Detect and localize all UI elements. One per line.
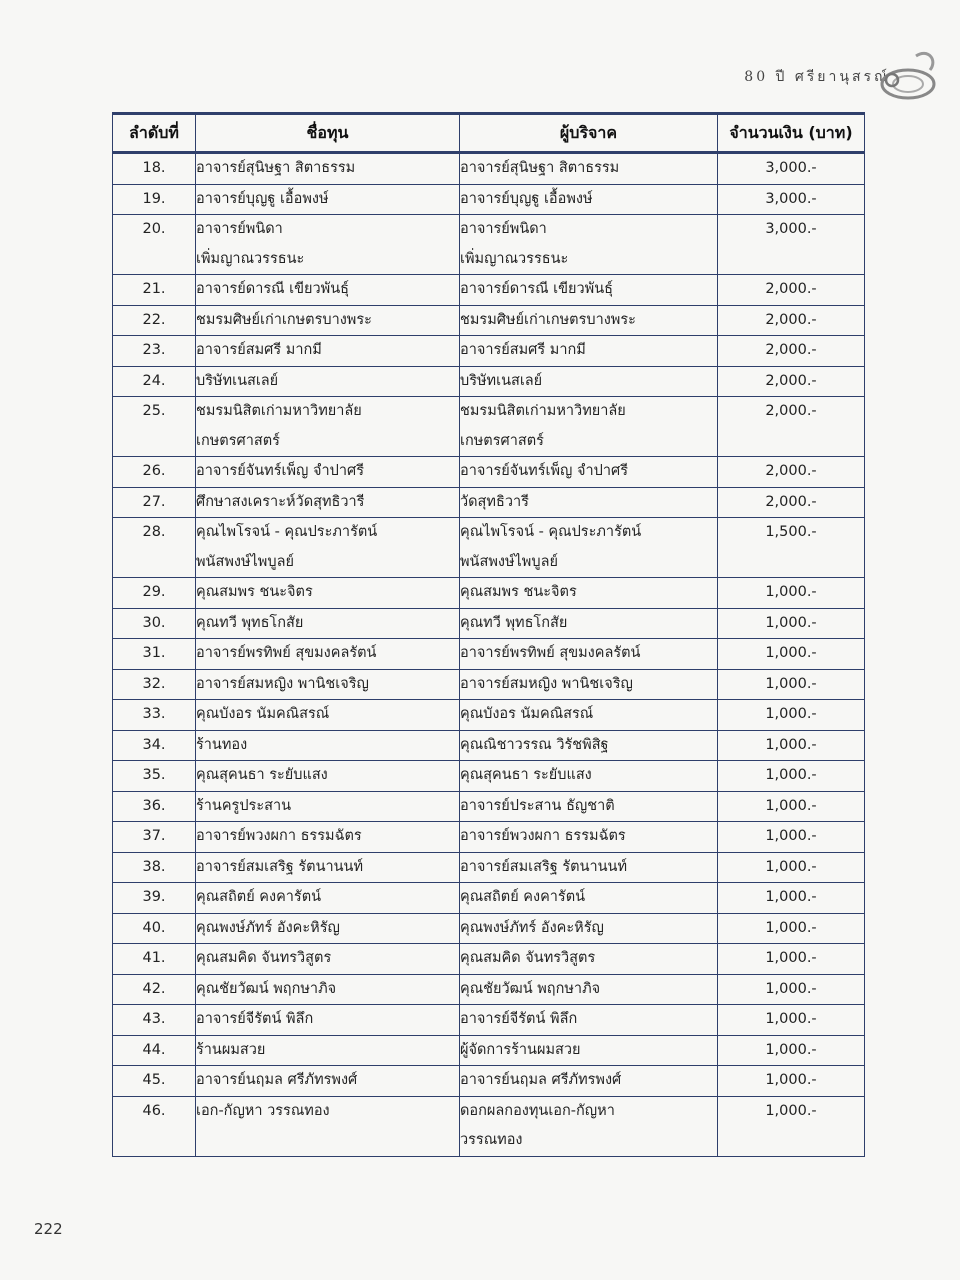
amount-value: 2,000.-	[765, 493, 817, 510]
amount-cell	[718, 913, 865, 944]
fund-name-cell	[196, 913, 460, 944]
order-number: 22.	[142, 311, 166, 328]
table-row	[113, 913, 865, 944]
table-row	[113, 1096, 865, 1156]
amount-value: 2,000.-	[765, 403, 817, 419]
fund-name-cell	[196, 1066, 460, 1097]
fund-name-cell	[196, 669, 460, 700]
order-cell	[113, 974, 196, 1005]
order-cell	[113, 883, 196, 914]
donor-cell	[460, 669, 718, 700]
donor-cell	[460, 974, 718, 1005]
donor-cell	[460, 1066, 718, 1097]
order-number: 20.	[142, 221, 166, 237]
amount-cell	[718, 487, 865, 518]
order-number: 30.	[142, 614, 166, 631]
fund-name-cell-line: เกษตรศาสตร์	[196, 432, 280, 449]
order-cell	[113, 366, 196, 397]
amount-cell	[718, 852, 865, 883]
fund-name-cell	[196, 883, 460, 914]
amount-value: 1,000.-	[765, 675, 817, 692]
table-row	[113, 944, 865, 975]
table-row	[113, 578, 865, 609]
amount-cell	[718, 578, 865, 609]
fund-name-cell	[196, 487, 460, 518]
amount-cell	[718, 184, 865, 215]
order-cell	[113, 578, 196, 609]
order-cell	[113, 1096, 196, 1156]
order-number: 38.	[142, 858, 166, 875]
amount-value: 1,000.-	[765, 828, 817, 844]
amount-cell	[718, 639, 865, 670]
order-number: 25.	[142, 403, 166, 419]
amount-value: 1,000.-	[765, 980, 817, 997]
donor-cell-line: คุณณิชาวรรณ วิรัชพิสิฐ	[460, 736, 609, 753]
amount-cell	[718, 215, 865, 275]
donor-cell-line: อาจารย์จีรัตน์ พิลึก	[460, 1011, 578, 1027]
fund-name-cell-line: เพิ่มญาณวรรธนะ	[196, 250, 305, 267]
order-number: 28.	[142, 524, 166, 540]
order-cell	[113, 1035, 196, 1066]
fund-name-cell	[196, 700, 460, 731]
amount-value: 1,500.-	[765, 524, 817, 540]
table-header-row	[113, 114, 865, 153]
order-number: 21.	[142, 281, 166, 297]
donor-cell-line: เกษตรศาสตร์	[460, 432, 544, 449]
order-number: 32.	[142, 675, 166, 692]
donor-cell	[460, 366, 718, 397]
donor-cell-line: คุณบังอร นัมคณิสรณ์	[460, 706, 594, 722]
order-cell	[113, 730, 196, 761]
fund-name-cell	[196, 974, 460, 1005]
amount-value: 1,000.-	[765, 767, 817, 783]
table-row	[113, 366, 865, 397]
order-number: 33.	[142, 706, 166, 722]
column-header-order: ลำดับที่	[113, 114, 196, 153]
fund-name-cell	[196, 457, 460, 488]
order-cell	[113, 852, 196, 883]
donor-cell-line: อาจารย์สมหญิง พานิชเจริญ	[460, 675, 633, 692]
donor-cell-line: วัดสุทธิวารี	[460, 493, 529, 510]
amount-value: 3,000.-	[765, 221, 817, 237]
order-cell	[113, 669, 196, 700]
amount-cell	[718, 305, 865, 336]
fund-name-cell	[196, 518, 460, 578]
amount-value: 1,000.-	[765, 736, 817, 753]
order-cell	[113, 700, 196, 731]
table-row	[113, 457, 865, 488]
table-row	[113, 1035, 865, 1066]
donor-cell-line: คุณพงษ์ภัทร์ อังคะหิรัญ	[460, 919, 604, 936]
amount-cell	[718, 397, 865, 457]
donor-cell-line: ชมรมศิษย์เก่าเกษตรบางพระ	[460, 311, 636, 328]
donor-cell-line: อาจารย์พรทิพย์ สุขมงคลรัตน์	[460, 645, 641, 661]
donor-cell	[460, 883, 718, 914]
column-header-fund-name: ชื่อทุน	[196, 114, 460, 153]
donor-cell-line: อาจารย์สุนิษฐา สิตาธรรม	[460, 160, 620, 176]
donor-cell-line: อาจารย์ประสาน ธัญชาติ	[460, 797, 615, 814]
donor-cell	[460, 791, 718, 822]
column-header-donor: ผู้บริจาค	[460, 114, 718, 153]
donor-cell-line: วรรณทอง	[460, 1132, 523, 1148]
donor-cell	[460, 761, 718, 792]
table-row	[113, 974, 865, 1005]
amount-value: 1,000.-	[765, 919, 817, 936]
donor-cell-line: บริษัทเนสเลย์	[460, 372, 543, 389]
amount-value: 2,000.-	[765, 463, 817, 479]
table-row	[113, 215, 865, 275]
donor-cell-line: เพิ่มญาณวรรธนะ	[460, 250, 569, 267]
fund-name-cell	[196, 791, 460, 822]
amount-cell	[718, 608, 865, 639]
order-cell	[113, 1005, 196, 1036]
order-number: 23.	[142, 342, 166, 358]
order-number: 42.	[142, 980, 166, 997]
amount-cell	[718, 974, 865, 1005]
donor-cell-line: คุณสมคิด จันทรวิสูตร	[460, 950, 596, 966]
fund-name-cell	[196, 184, 460, 215]
order-cell	[113, 822, 196, 853]
donor-cell	[460, 305, 718, 336]
donor-cell-line: พนัสพงษ์ไพบูลย์	[460, 553, 558, 570]
amount-cell	[718, 1066, 865, 1097]
order-cell	[113, 336, 196, 367]
order-number: 18.	[142, 160, 166, 176]
table-row	[113, 883, 865, 914]
column-header-amount: จำนวนเงิน (บาท)	[718, 114, 865, 153]
fund-name-cell	[196, 153, 460, 185]
donor-cell-line: อาจารย์บุญฐู เอื้อพงษ์	[460, 190, 593, 207]
order-number: 24.	[142, 372, 166, 389]
fund-name-cell	[196, 275, 460, 306]
donor-cell	[460, 578, 718, 609]
order-number: 35.	[142, 767, 166, 783]
fund-name-cell-line: อาจารย์สุนิษฐา สิตาธรรม	[196, 160, 356, 176]
donor-cell	[460, 639, 718, 670]
amount-cell	[718, 669, 865, 700]
fund-name-cell-line: ชมรมศิษย์เก่าเกษตรบางพระ	[196, 311, 372, 328]
order-number: 26.	[142, 463, 166, 479]
donor-cell-line: อาจารย์ดารณี เขียวพันธุ์	[460, 281, 614, 297]
fund-name-cell	[196, 1096, 460, 1156]
amount-value: 1,000.-	[765, 1041, 817, 1058]
order-number: 36.	[142, 797, 166, 814]
donor-cell-line: อาจารย์นฤมล ศรีภัทรพงศ์	[460, 1072, 622, 1088]
table-row	[113, 700, 865, 731]
donor-cell-line: ดอกผลกองทุนเอก-กัญหา	[460, 1102, 615, 1119]
fund-name-cell	[196, 639, 460, 670]
amount-cell	[718, 791, 865, 822]
fund-name-cell-line: อาจารย์พวงผกา ธรรมฉัตร	[196, 828, 362, 844]
amount-value: 1,000.-	[765, 858, 817, 875]
donor-cell	[460, 1035, 718, 1066]
amount-value: 2,000.-	[765, 372, 817, 389]
order-cell	[113, 608, 196, 639]
donor-cell	[460, 1096, 718, 1156]
amount-cell	[718, 518, 865, 578]
amount-cell	[718, 153, 865, 185]
table-row	[113, 336, 865, 367]
running-header: 80 ปี ศรียานุสรณ์	[744, 69, 890, 85]
donor-cell	[460, 944, 718, 975]
fund-name-cell-line: ศึกษาสงเคราะห์วัดสุทธิวารี	[196, 493, 365, 510]
amount-cell	[718, 275, 865, 306]
fund-name-cell-line: ร้านทอง	[196, 736, 248, 753]
amount-cell	[718, 822, 865, 853]
table-row	[113, 791, 865, 822]
fund-name-cell-line: ชมรมนิสิตเก่ามหาวิทยาลัย	[196, 403, 362, 419]
fund-name-cell-line: อาจารย์นฤมล ศรีภัทรพงศ์	[196, 1072, 358, 1088]
table-row	[113, 1005, 865, 1036]
donor-cell-line: อาจารย์สมศรี มากมี	[460, 342, 586, 358]
donor-cell	[460, 275, 718, 306]
donor-cell-line: คุณไพโรจน์ - คุณประภารัตน์	[460, 524, 642, 540]
table-row	[113, 669, 865, 700]
fund-name-cell-line: อาจารย์จีรัตน์ พิลึก	[196, 1011, 314, 1027]
amount-cell	[718, 366, 865, 397]
order-cell	[113, 761, 196, 792]
amount-cell	[718, 730, 865, 761]
amount-cell	[718, 883, 865, 914]
amount-value: 1,000.-	[765, 706, 817, 722]
donor-cell	[460, 518, 718, 578]
order-number: 44.	[142, 1041, 166, 1058]
fund-name-cell-line: คุณสุคนธา ระยับแสง	[196, 767, 328, 783]
fund-name-cell-line: อาจารย์พนิดา	[196, 221, 283, 237]
amount-value: 1,000.-	[765, 1011, 817, 1027]
fund-name-cell	[196, 397, 460, 457]
donor-cell	[460, 184, 718, 215]
donor-cell-line: คุณสมพร ชนะจิตร	[460, 584, 577, 600]
order-number: 40.	[142, 919, 166, 936]
donor-cell	[460, 457, 718, 488]
donor-cell	[460, 700, 718, 731]
order-number: 31.	[142, 645, 166, 661]
table-row	[113, 639, 865, 670]
order-cell	[113, 639, 196, 670]
fund-name-cell-line: อาจารย์ดารณี เขียวพันธุ์	[196, 281, 350, 297]
amount-value: 2,000.-	[765, 281, 817, 297]
order-cell	[113, 1066, 196, 1097]
amount-value: 1,000.-	[765, 645, 817, 661]
amount-value: 1,000.-	[765, 950, 817, 966]
table-row	[113, 852, 865, 883]
table-row	[113, 153, 865, 185]
table-row	[113, 397, 865, 457]
amount-value: 3,000.-	[765, 160, 817, 176]
amount-value: 1,000.-	[765, 1102, 817, 1119]
fund-name-cell-line: อาจารย์สมเสริฐ รัตนานนท์	[196, 858, 364, 875]
order-number: 39.	[142, 889, 166, 905]
fund-name-cell-line: บริษัทเนสเลย์	[196, 372, 279, 389]
order-cell	[113, 153, 196, 185]
table-row	[113, 487, 865, 518]
amount-value: 2,000.-	[765, 342, 817, 358]
order-cell	[113, 487, 196, 518]
fund-name-cell-line: คุณสถิตย์ คงคารัตน์	[196, 889, 322, 905]
order-cell	[113, 184, 196, 215]
table-row	[113, 822, 865, 853]
fund-name-cell-line: อาจารย์สมศรี มากมี	[196, 342, 322, 358]
order-cell	[113, 791, 196, 822]
donation-table	[112, 112, 865, 1157]
table-row	[113, 184, 865, 215]
donor-cell	[460, 852, 718, 883]
fund-name-cell	[196, 822, 460, 853]
fund-name-cell-line: เอก-กัญหา วรรณทอง	[196, 1102, 330, 1119]
order-number: 37.	[142, 828, 166, 844]
donor-cell	[460, 913, 718, 944]
donor-cell	[460, 397, 718, 457]
amount-value: 1,000.-	[765, 614, 817, 631]
table-row	[113, 275, 865, 306]
fund-name-cell-line: คุณชัยวัฒน์ พฤกษาภิจ	[196, 980, 337, 997]
amount-cell	[718, 1035, 865, 1066]
donor-cell	[460, 215, 718, 275]
order-cell	[113, 913, 196, 944]
order-number: 43.	[142, 1011, 166, 1027]
fund-name-cell	[196, 1005, 460, 1036]
order-number: 34.	[142, 736, 166, 753]
fund-name-cell	[196, 305, 460, 336]
fund-name-cell-line: คุณบังอร นัมคณิสรณ์	[196, 706, 330, 722]
fund-name-cell	[196, 366, 460, 397]
amount-value: 1,000.-	[765, 1072, 817, 1088]
table-row	[113, 1066, 865, 1097]
fund-name-cell-line: คุณสมคิด จันทรวิสูตร	[196, 950, 332, 966]
amount-cell	[718, 336, 865, 367]
table-row	[113, 518, 865, 578]
order-number: 29.	[142, 584, 166, 600]
order-number: 45.	[142, 1072, 166, 1088]
amount-cell	[718, 944, 865, 975]
donor-cell	[460, 153, 718, 185]
donor-cell-line: คุณชัยวัฒน์ พฤกษาภิจ	[460, 980, 601, 997]
amount-value: 1,000.-	[765, 889, 817, 905]
fund-name-cell	[196, 215, 460, 275]
fund-name-cell-line: ร้านครูประสาน	[196, 797, 292, 814]
order-number: 19.	[142, 190, 166, 207]
fund-name-cell-line: คุณสมพร ชนะจิตร	[196, 584, 313, 600]
donor-cell-line: อาจารย์จันทร์เพ็ญ จำปาศรี	[460, 463, 628, 479]
fund-name-cell	[196, 761, 460, 792]
donor-cell-line: อาจารย์สมเสริฐ รัตนานนท์	[460, 858, 628, 875]
fund-name-cell-line: คุณพงษ์ภัทร์ อังคะหิรัญ	[196, 919, 340, 936]
fund-name-cell-line: อาจารย์พรทิพย์ สุขมงคลรัตน์	[196, 645, 377, 661]
amount-cell	[718, 1096, 865, 1156]
anniversary-logo-icon	[870, 44, 942, 114]
fund-name-cell	[196, 1035, 460, 1066]
order-cell	[113, 305, 196, 336]
page-number: 222	[34, 1220, 63, 1238]
fund-name-cell	[196, 578, 460, 609]
fund-name-cell-line: คุณทวี พุทธโกสัย	[196, 614, 304, 631]
donor-cell-line: คุณสุคนธา ระยับแสง	[460, 767, 592, 783]
fund-name-cell	[196, 852, 460, 883]
amount-cell	[718, 1005, 865, 1036]
donor-cell-line: ผู้จัดการร้านผมสวย	[460, 1041, 581, 1058]
fund-name-cell	[196, 944, 460, 975]
fund-name-cell-line: พนัสพงษ์ไพบูลย์	[196, 553, 294, 570]
order-cell	[113, 275, 196, 306]
amount-value: 1,000.-	[765, 797, 817, 814]
donor-cell	[460, 730, 718, 761]
amount-cell	[718, 761, 865, 792]
fund-name-cell-line: อาจารย์จันทร์เพ็ญ จำปาศรี	[196, 463, 364, 479]
order-cell	[113, 518, 196, 578]
amount-value: 1,000.-	[765, 584, 817, 600]
donor-cell	[460, 608, 718, 639]
donor-cell	[460, 1005, 718, 1036]
table-row	[113, 730, 865, 761]
amount-cell	[718, 700, 865, 731]
amount-value: 3,000.-	[765, 190, 817, 207]
donor-cell-line: อาจารย์พนิดา	[460, 221, 547, 237]
fund-name-cell	[196, 730, 460, 761]
donor-cell	[460, 336, 718, 367]
amount-cell	[718, 457, 865, 488]
order-cell	[113, 944, 196, 975]
order-number: 27.	[142, 493, 166, 510]
order-number: 41.	[142, 950, 166, 966]
donor-cell-line: อาจารย์พวงผกา ธรรมฉัตร	[460, 828, 626, 844]
amount-value: 2,000.-	[765, 311, 817, 328]
donor-cell-line: คุณทวี พุทธโกสัย	[460, 614, 568, 631]
order-cell	[113, 457, 196, 488]
fund-name-cell	[196, 336, 460, 367]
table-row	[113, 761, 865, 792]
order-number: 46.	[142, 1102, 166, 1119]
order-cell	[113, 215, 196, 275]
donor-cell	[460, 822, 718, 853]
table-row	[113, 608, 865, 639]
donor-cell	[460, 487, 718, 518]
donor-cell-line: ชมรมนิสิตเก่ามหาวิทยาลัย	[460, 403, 626, 419]
fund-name-cell-line: ร้านผมสวย	[196, 1041, 266, 1058]
fund-name-cell-line: อาจารย์สมหญิง พานิชเจริญ	[196, 675, 369, 692]
order-cell	[113, 397, 196, 457]
table-row	[113, 305, 865, 336]
fund-name-cell-line: คุณไพโรจน์ - คุณประภารัตน์	[196, 524, 378, 540]
fund-name-cell	[196, 608, 460, 639]
donor-cell-line: คุณสถิตย์ คงคารัตน์	[460, 889, 586, 905]
fund-name-cell-line: อาจารย์บุญฐู เอื้อพงษ์	[196, 190, 329, 207]
